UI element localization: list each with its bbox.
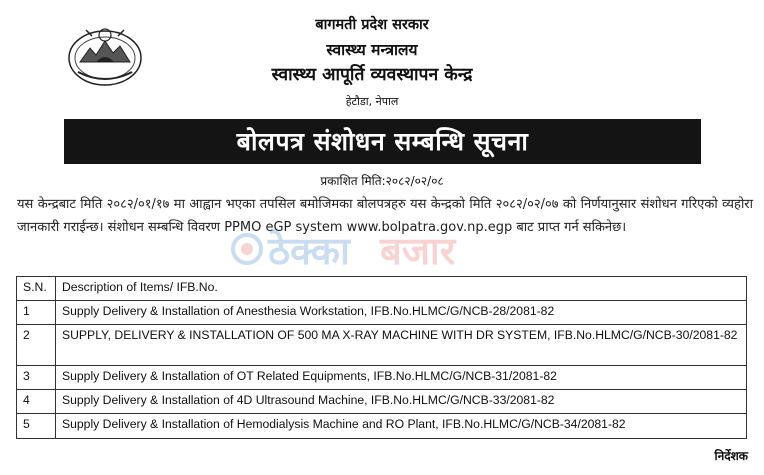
table-row [17, 390, 747, 414]
row-sn: 5 [17, 414, 56, 439]
row-description: Supply Delivery & Installation of 4D Ultrasound Machine, IFB.No.HLMC/G/NCB-33/2081-82 [56, 390, 747, 414]
published-date: प्रकाशित मिति:२०८२/०२/०८ [320, 174, 444, 188]
row-description: Supply Delivery & Installation of Hemodialysis Machine and RO Plant, IFB.No.HLMC/G/NCB-34/2081-82 [56, 414, 747, 439]
table-header-row [17, 277, 747, 301]
table-row [17, 366, 747, 390]
watermark-text-2: बजार [380, 229, 456, 273]
notice-title-banner: बोलपत्र संशोधन सम्बन्धि सूचना [64, 119, 701, 164]
header-description: Description of Items/ IFB.No. [56, 277, 747, 301]
row-sn: 1 [17, 301, 56, 325]
items-table [16, 276, 747, 439]
table-row [17, 301, 747, 325]
header-sn: S.N. [17, 277, 56, 301]
header-location: हेटौडा, नेपाल [345, 95, 399, 108]
watermark-logo [230, 224, 530, 280]
row-sn: 3 [17, 366, 56, 390]
row-description: SUPPLY, DELIVERY & INSTALLATION OF 500 MA X-RAY MACHINE WITH DR SYSTEM, IFB.No.HLMC/G/NCB-30/2081-82 [56, 325, 747, 366]
watermark-text-1: ठेक्का [268, 229, 350, 273]
watermark-icon [230, 232, 264, 266]
table-row [17, 325, 747, 366]
header-ministry: स्वास्थ्य मन्त्रालय [326, 41, 418, 59]
header-center: स्वास्थ्य आपूर्ति व्यवस्थापन केन्द्र [271, 65, 473, 85]
row-description: Supply Delivery & Installation of OT Related Equipments, IFB.No.HLMC/G/NCB-31/2081-82 [56, 366, 747, 390]
row-description: Supply Delivery & Installation of Anesthesia Workstation, IFB.No.HLMC/G/NCB-28/2081-82 [56, 301, 747, 325]
table-row [17, 414, 747, 439]
row-sn: 4 [17, 390, 56, 414]
row-sn: 2 [17, 325, 56, 366]
notice-body: यस केन्द्रबाट मिति २०८२/०१/१७ मा आह्वान भएका तपसिल बमोजिमका बोलपत्रहरु यस केन्द्रको मिति २०८२/०२/०७ को निर्णयानुसार संशोधन गरिएको व्यहोरा जानकारी गराईन्छ। संशोधन सम्बन्धि विवरण PPMO eGP system www.bolpatra.gov.np.egp बाट प्राप्त गर्न सकिनेछ। [17, 197, 753, 235]
signature-title: निर्देशक [714, 449, 748, 463]
header-government: बागमती प्रदेश सरकार [315, 17, 429, 33]
